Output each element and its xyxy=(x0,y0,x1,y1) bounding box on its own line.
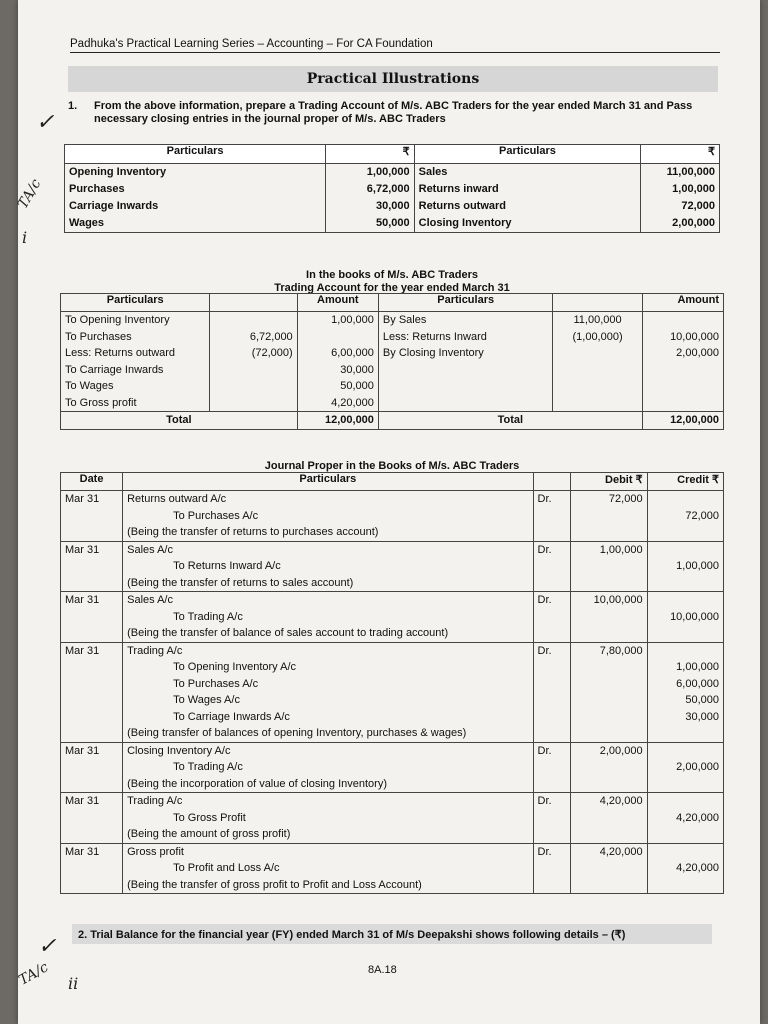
journal-entry-row xyxy=(61,592,724,643)
header-cell xyxy=(210,294,297,312)
table-cell xyxy=(378,378,553,395)
trading-account-table xyxy=(60,293,724,430)
header-cell: Particulars xyxy=(65,145,326,164)
running-header: Padhuka's Practical Learning Series – Accounting – For CA Foundation xyxy=(70,38,720,53)
table-header-row xyxy=(65,145,720,164)
table-cell xyxy=(553,395,642,412)
credit-account: To Returns Inward A/c xyxy=(173,560,281,572)
table-cell: Returns outward xyxy=(414,198,641,215)
table-cell: 10,00,000 xyxy=(642,329,723,346)
entry-particulars xyxy=(123,491,533,542)
debit-account: Trading A/c xyxy=(127,644,183,657)
table-cell: Sales xyxy=(414,164,641,182)
credit-amount: 4,20,000 xyxy=(676,811,719,824)
spacer xyxy=(652,643,719,660)
header-cell: Date xyxy=(61,473,123,491)
header-cell: Particulars xyxy=(414,145,641,164)
table-header-row xyxy=(61,294,724,312)
header-cell: ₹ xyxy=(641,145,720,164)
narration: (Being the transfer of gross profit to Profit and Loss Account) xyxy=(127,878,422,891)
header-cell xyxy=(553,294,642,312)
entry-date: Mar 31 xyxy=(61,642,123,742)
credit-account: To Carriage Inwards A/c xyxy=(173,710,290,723)
dr-marker: Dr. xyxy=(533,843,571,894)
credit-account: To Trading A/c xyxy=(173,761,243,773)
trading-caption-1: In the books of M/s. ABC Traders xyxy=(306,269,478,281)
credit-amount: 1,00,000 xyxy=(676,661,719,673)
spacer xyxy=(652,542,719,559)
journal-entry-row xyxy=(61,541,724,592)
credit-amounts xyxy=(647,793,723,844)
debit-account: Returns outward A/c xyxy=(127,493,227,505)
debit-amount: 10,00,000 xyxy=(571,592,647,643)
dr-marker: Dr. xyxy=(533,541,571,592)
question-number: 1. xyxy=(68,100,78,112)
dr-marker: Dr. xyxy=(533,793,571,844)
table-row xyxy=(61,395,724,412)
credit-amounts xyxy=(647,592,723,643)
entry-particulars xyxy=(123,793,533,844)
table-cell: 1,00,000 xyxy=(641,181,720,198)
journal-table xyxy=(60,472,724,894)
entry-particulars xyxy=(123,642,533,742)
table-cell: 11,00,000 xyxy=(641,164,720,182)
debit-amount: 4,20,000 xyxy=(571,843,647,894)
table-header-row xyxy=(61,473,724,491)
table-cell: To Purchases xyxy=(61,329,210,346)
debit-account: Closing Inventory A/c xyxy=(127,744,231,757)
table-cell xyxy=(210,395,297,412)
dr-marker: Dr. xyxy=(533,742,571,793)
credit-amounts xyxy=(647,491,723,542)
table-cell: Less: Returns outward xyxy=(61,345,210,362)
debit-account: Trading A/c xyxy=(127,795,183,807)
table-cell: To Opening Inventory xyxy=(61,312,210,329)
table-cell: Wages xyxy=(65,215,326,233)
spacer xyxy=(652,592,719,609)
question-2: 2. Trial Balance for the financial year (FY) ended March 31 of M/s Deepakshi shows following details – (₹) xyxy=(78,929,626,941)
table-cell xyxy=(553,378,642,395)
total-amount: 12,00,000 xyxy=(642,412,723,430)
credit-amounts xyxy=(647,642,723,742)
table-cell: To Gross profit xyxy=(61,395,210,412)
dr-marker: Dr. xyxy=(533,491,571,542)
table-row xyxy=(65,215,720,233)
credit-amount: 10,00,000 xyxy=(670,610,719,623)
table-cell: Less: Returns Inward xyxy=(378,329,553,346)
entry-particulars xyxy=(123,843,533,894)
credit-amounts xyxy=(647,541,723,592)
narration: (Being transfer of balances of opening Inventory, purchases & wages) xyxy=(127,727,467,739)
table-cell: 2,00,000 xyxy=(642,345,723,362)
journal-entry-row xyxy=(61,742,724,793)
table-cell xyxy=(642,378,723,395)
table-cell: 2,00,000 xyxy=(641,215,720,233)
entry-date: Mar 31 xyxy=(61,491,123,542)
credit-amount: 4,20,000 xyxy=(676,862,719,874)
table-row xyxy=(61,312,724,329)
header-cell: Particulars xyxy=(61,294,210,312)
table-cell: 6,00,000 xyxy=(297,345,378,362)
handwritten-note: ⅰ xyxy=(22,228,28,247)
entry-date: Mar 31 xyxy=(61,592,123,643)
credit-account: To Opening Inventory A/c xyxy=(173,661,297,673)
question-text: From the above information, prepare a Trading Account of M/s. ABC Traders for the year ended March 31 and Pass necessary closing entries in the journal proper of M/s. ABC Traders xyxy=(94,100,693,125)
table-cell: 50,000 xyxy=(326,215,414,233)
credit-amount: 2,00,000 xyxy=(676,761,719,773)
table-cell: 11,00,000 xyxy=(553,312,642,329)
total-label: Total xyxy=(378,412,642,430)
debit-amount: 72,000 xyxy=(571,491,647,542)
table-cell: 6,72,000 xyxy=(210,329,297,346)
total-amount: 12,00,000 xyxy=(297,412,378,430)
credit-account: To Wages A/c xyxy=(173,694,240,706)
credit-amount: 72,000 xyxy=(685,509,719,522)
credit-account: To Purchases A/c xyxy=(173,509,259,522)
credit-amounts xyxy=(647,843,723,894)
debit-amount: 1,00,000 xyxy=(571,541,647,592)
entry-date: Mar 31 xyxy=(61,742,123,793)
table-cell xyxy=(210,362,297,379)
document-page xyxy=(14,0,760,1024)
table-cell: 4,20,000 xyxy=(297,395,378,412)
journal-entry-row xyxy=(61,491,724,542)
handwritten-note: TA/c xyxy=(16,959,52,989)
credit-account: To Profit and Loss A/c xyxy=(173,862,280,874)
table-cell: 1,00,000 xyxy=(297,312,378,329)
dr-marker: Dr. xyxy=(533,592,571,643)
spacer xyxy=(652,743,719,760)
dr-marker: Dr. xyxy=(533,642,571,742)
handwritten-note: ⅱ xyxy=(68,974,79,993)
trading-caption-2: Trading Account for the year ended March 31 xyxy=(274,282,510,294)
credit-account: To Purchases A/c xyxy=(173,677,259,690)
narration: (Being the incorporation of value of closing Inventory) xyxy=(127,777,387,790)
handwritten-tick: ✓ xyxy=(36,110,55,135)
narration: (Being the amount of gross profit) xyxy=(127,828,291,840)
table-row xyxy=(65,198,720,215)
table-cell: (72,000) xyxy=(210,345,297,362)
table-cell xyxy=(642,312,723,329)
table-row xyxy=(61,345,724,362)
entry-particulars xyxy=(123,541,533,592)
journal-caption: Journal Proper in the Books of M/s. ABC Traders xyxy=(264,460,520,472)
narration: (Being the transfer of returns to sales account) xyxy=(127,576,354,589)
journal-entry-row xyxy=(61,843,724,894)
debit-amount: 4,20,000 xyxy=(571,793,647,844)
debit-account: Gross profit xyxy=(127,845,184,858)
table-cell: By Closing Inventory xyxy=(378,345,553,362)
entry-date: Mar 31 xyxy=(61,793,123,844)
table-cell: 6,72,000 xyxy=(326,181,414,198)
total-label: Total xyxy=(61,412,298,430)
question-1 xyxy=(68,100,718,126)
journal-entry-row xyxy=(61,793,724,844)
credit-amount: 6,00,000 xyxy=(676,677,719,690)
header-cell: Amount xyxy=(642,294,723,312)
header-cell: Particulars xyxy=(123,473,533,491)
table-row xyxy=(61,362,724,379)
table-cell: (1,00,000) xyxy=(553,329,642,346)
credit-amount: 1,00,000 xyxy=(676,560,719,572)
credit-amount: 30,000 xyxy=(685,710,719,723)
header-cell: Amount xyxy=(297,294,378,312)
table-cell xyxy=(553,345,642,362)
table-row xyxy=(61,378,724,395)
spacer xyxy=(652,793,719,810)
narration: (Being the transfer of returns to purchases account) xyxy=(127,526,379,538)
total-row xyxy=(61,412,724,430)
header-cell: Credit ₹ xyxy=(647,473,723,491)
table-cell: 30,000 xyxy=(297,362,378,379)
table-row xyxy=(65,164,720,182)
header-cell xyxy=(533,473,571,491)
table-cell xyxy=(642,362,723,379)
page-number: 8A.18 xyxy=(368,964,397,976)
table-cell: 72,000 xyxy=(641,198,720,215)
credit-amount: 50,000 xyxy=(685,694,719,706)
credit-account: To Gross Profit xyxy=(173,811,246,824)
table-cell: Carriage Inwards xyxy=(65,198,326,215)
spacer xyxy=(652,844,719,861)
table-cell xyxy=(378,395,553,412)
header-cell: Debit ₹ xyxy=(571,473,647,491)
entry-particulars xyxy=(123,742,533,793)
table-cell: 30,000 xyxy=(326,198,414,215)
table-cell: Purchases xyxy=(65,181,326,198)
debit-account: Sales A/c xyxy=(127,543,173,556)
debit-amount: 7,80,000 xyxy=(571,642,647,742)
credit-amounts xyxy=(647,742,723,793)
handwritten-note: TA/c xyxy=(14,176,45,212)
table-cell xyxy=(210,378,297,395)
table-cell xyxy=(378,362,553,379)
header-cell: ₹ xyxy=(326,145,414,164)
table-cell: Closing Inventory xyxy=(414,215,641,233)
table-cell: To Wages xyxy=(61,378,210,395)
credit-account: To Trading A/c xyxy=(173,610,243,623)
table-cell xyxy=(553,362,642,379)
table-row xyxy=(61,329,724,346)
table-cell: Opening Inventory xyxy=(65,164,326,182)
table-cell xyxy=(297,329,378,346)
information-table xyxy=(64,144,720,233)
spacer xyxy=(652,491,719,508)
entry-date: Mar 31 xyxy=(61,541,123,592)
section-title: Practical Illustrations xyxy=(68,66,718,92)
table-cell: 50,000 xyxy=(297,378,378,395)
handwritten-tick: ✓ xyxy=(38,934,57,959)
debit-account: Sales A/c xyxy=(127,594,173,606)
table-cell xyxy=(210,312,297,329)
narration: (Being the transfer of balance of sales account to trading account) xyxy=(127,627,449,639)
entry-particulars xyxy=(123,592,533,643)
header-cell: Particulars xyxy=(378,294,553,312)
table-cell: Returns inward xyxy=(414,181,641,198)
table-row xyxy=(65,181,720,198)
entry-date: Mar 31 xyxy=(61,843,123,894)
journal-entry-row xyxy=(61,642,724,742)
debit-amount: 2,00,000 xyxy=(571,742,647,793)
table-cell xyxy=(642,395,723,412)
table-cell: To Carriage Inwards xyxy=(61,362,210,379)
table-cell: By Sales xyxy=(378,312,553,329)
table-cell: 1,00,000 xyxy=(326,164,414,182)
